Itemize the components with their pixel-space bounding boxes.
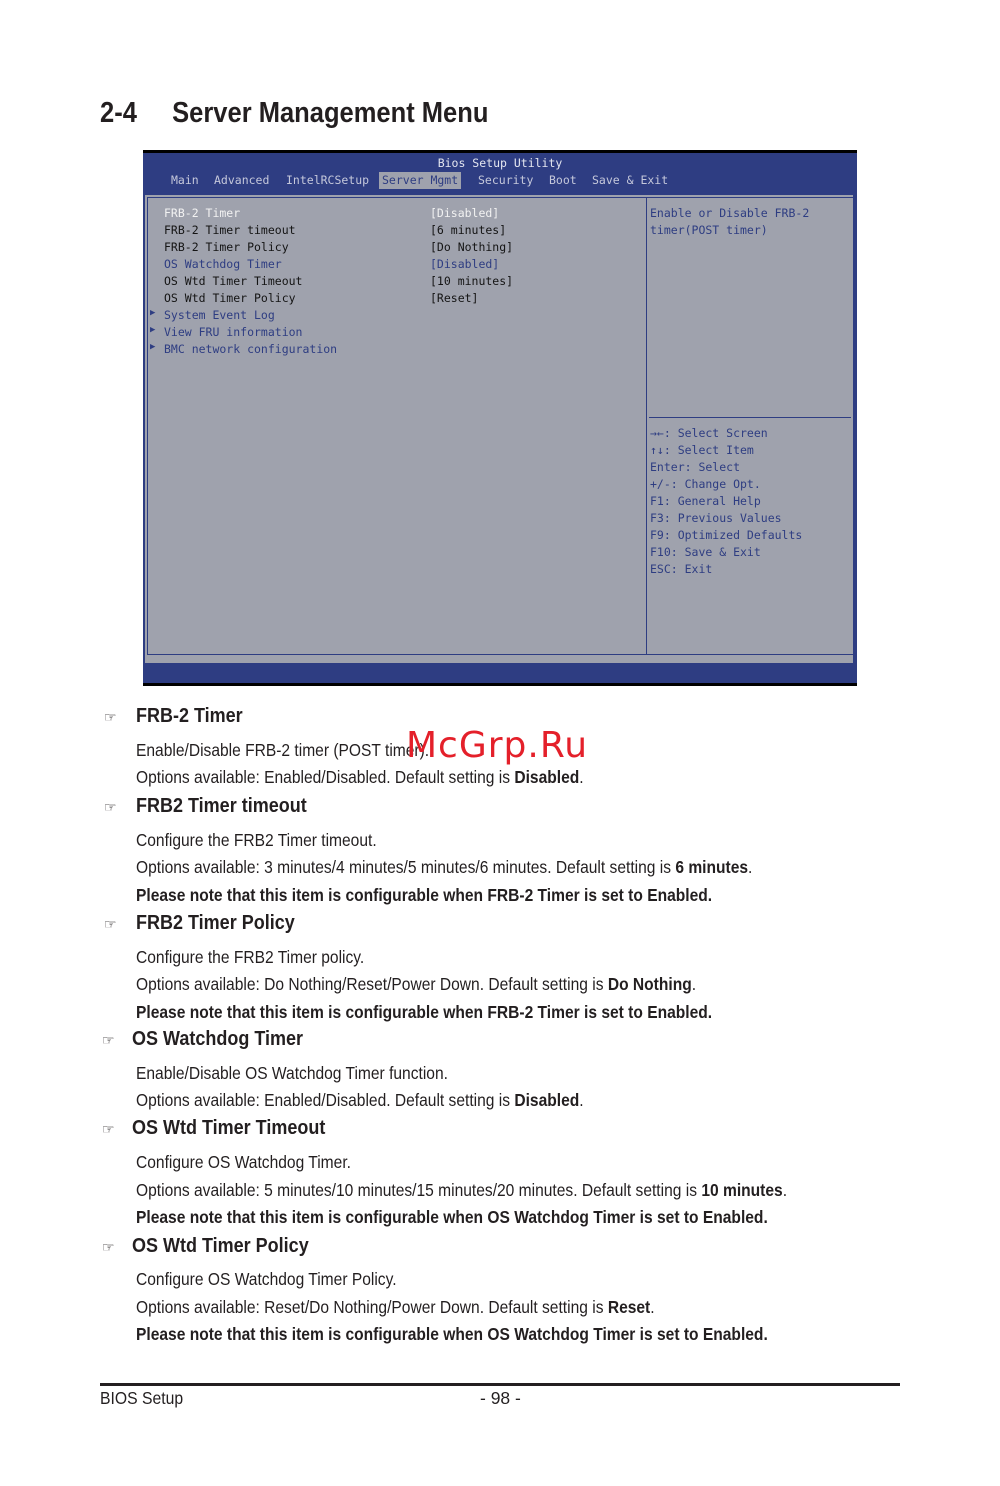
pointing-hand-icon: ☞ — [104, 709, 117, 725]
submenu-view-fru[interactable]: View FRU information — [164, 325, 303, 339]
section-note: Please note that this item is configurable when OS Watchdog Timer is set to Enabled. — [136, 1324, 768, 1344]
tab-advanced[interactable]: Advanced — [214, 173, 270, 187]
submenu-system-event-log[interactable]: System Event Log — [164, 308, 275, 322]
section-desc: Configure OS Watchdog Timer Policy. — [136, 1269, 397, 1289]
help-divider — [649, 417, 851, 418]
tab-intelrcsetup[interactable]: IntelRCSetup — [286, 173, 370, 187]
item-frb2-timeout-label[interactable]: FRB-2 Timer timeout — [164, 223, 296, 237]
section-options — [136, 857, 752, 878]
options-end: . — [579, 1090, 584, 1110]
key-select-item: ↑↓: Select Item — [650, 443, 754, 457]
item-os-watchdog-value[interactable]: [Disabled] — [430, 257, 500, 271]
item-os-wtd-policy-label[interactable]: OS Wtd Timer Policy — [164, 291, 296, 305]
default-value: 6 minutes — [675, 857, 749, 877]
bios-tab-bar — [143, 172, 857, 189]
bios-main-panel — [145, 195, 853, 663]
section-note: Please note that this item is configurable when FRB-2 Timer is set to Enabled. — [136, 885, 713, 905]
pointing-hand-icon: ☞ — [102, 1032, 115, 1048]
item-os-wtd-policy-value[interactable]: [Reset] — [430, 291, 479, 305]
section-options — [136, 1180, 787, 1201]
submenu-arrow-icon: ▶ — [150, 308, 156, 318]
item-frb2-policy-label[interactable]: FRB-2 Timer Policy — [164, 240, 289, 254]
section-title: OS Wtd Timer Timeout — [132, 1117, 326, 1139]
key-esc: ESC: Exit — [650, 562, 713, 576]
options-text: Options available: Do Nothing/Reset/Power Down. Default setting is — [136, 974, 608, 994]
options-end: . — [748, 857, 753, 877]
pointing-hand-icon: ☞ — [102, 1121, 115, 1137]
section-title: FRB2 Timer Policy — [136, 912, 295, 934]
item-frb2-timeout-value[interactable]: [6 minutes] — [430, 223, 507, 237]
footer-rule — [100, 1383, 900, 1386]
key-f3: F3: Previous Values — [650, 511, 782, 525]
bios-top-border — [143, 150, 857, 153]
bios-screenshot — [143, 150, 857, 686]
key-f9: F9: Optimized Defaults — [650, 528, 803, 542]
default-value: Reset — [607, 1297, 651, 1317]
key-f1: F1: General Help — [650, 494, 761, 508]
section-desc: Configure the FRB2 Timer timeout. — [136, 830, 377, 850]
key-change-opt: +/-: Change Opt. — [650, 477, 761, 491]
default-value: Disabled — [514, 767, 580, 787]
section-note: Please note that this item is configurable when OS Watchdog Timer is set to Enabled. — [136, 1207, 768, 1227]
section-desc: Enable/Disable FRB-2 timer (POST timer). — [136, 740, 430, 760]
submenu-arrow-icon: ▶ — [150, 342, 156, 352]
bios-title: Bios Setup Utility — [437, 156, 563, 170]
key-enter: Enter: Select — [650, 460, 741, 474]
default-value: Do Nothing — [607, 974, 692, 994]
section-title: FRB2 Timer timeout — [136, 795, 307, 817]
footer-section-name: BIOS Setup — [100, 1388, 184, 1408]
section-title: OS Watchdog Timer — [132, 1028, 304, 1050]
options-end: . — [782, 1180, 788, 1200]
item-frb2-policy-value[interactable]: [Do Nothing] — [430, 240, 514, 254]
tab-boot[interactable]: Boot — [549, 173, 577, 187]
section-options — [136, 1090, 584, 1111]
section-options — [136, 1297, 655, 1318]
pointing-hand-icon: ☞ — [102, 1239, 115, 1255]
options-text: Options available: 5 minutes/10 minutes/15 minutes/20 minutes. Default setting is — [136, 1180, 702, 1200]
item-os-wtd-timeout-label[interactable]: OS Wtd Timer Timeout — [164, 274, 303, 288]
section-desc: Configure the FRB2 Timer policy. — [136, 947, 365, 967]
options-end: . — [650, 1297, 655, 1317]
submenu-arrow-icon: ▶ — [150, 325, 156, 335]
page-number: - 98 - — [480, 1388, 521, 1408]
item-frb2-timer-label[interactable]: FRB-2 Timer — [164, 206, 241, 220]
section-note: Please note that this item is configurable when FRB-2 Timer is set to Enabled. — [136, 1002, 713, 1022]
options-text: Options available: Enabled/Disabled. Default setting is — [136, 1090, 515, 1110]
help-text-line-1: Enable or Disable FRB-2 — [650, 206, 810, 220]
options-end: . — [691, 974, 697, 994]
section-title: FRB-2 Timer — [136, 705, 243, 727]
item-os-wtd-timeout-value[interactable]: [10 minutes] — [430, 274, 514, 288]
tab-main[interactable]: Main — [171, 173, 199, 187]
help-text-line-2: timer(POST timer) — [650, 223, 768, 237]
item-frb2-timer-value[interactable]: [Disabled] — [430, 206, 500, 220]
tab-server-mgmt[interactable]: Server Mgmt — [379, 172, 461, 189]
tab-security[interactable]: Security — [478, 173, 534, 187]
bios-bottom-border — [143, 683, 857, 686]
options-text: Options available: 3 minutes/4 minutes/5 minutes/6 minutes. Default setting is — [136, 857, 676, 877]
default-value: 10 minutes — [701, 1180, 783, 1200]
watermark: McGrp.Ru — [406, 725, 589, 766]
section-options — [136, 767, 584, 788]
key-select-screen: →←: Select Screen — [650, 426, 768, 440]
key-f10: F10: Save & Exit — [650, 545, 761, 559]
pointing-hand-icon: ☞ — [104, 916, 117, 932]
section-desc: Configure OS Watchdog Timer. — [136, 1152, 351, 1172]
default-value: Disabled — [514, 1090, 580, 1110]
options-end: . — [579, 767, 584, 787]
item-os-watchdog-label[interactable]: OS Watchdog Timer — [164, 257, 282, 271]
page-heading — [100, 97, 488, 130]
section-desc: Enable/Disable OS Watchdog Timer function. — [136, 1063, 448, 1083]
heading-title: Server Management Menu — [172, 97, 489, 129]
submenu-bmc-network[interactable]: BMC network configuration — [164, 342, 338, 356]
options-text: Options available: Enabled/Disabled. Default setting is — [136, 767, 515, 787]
heading-number: 2-4 — [100, 97, 137, 129]
options-text: Options available: Reset/Do Nothing/Power Down. Default setting is — [136, 1297, 608, 1317]
tab-save-exit[interactable]: Save & Exit — [592, 173, 669, 187]
section-options — [136, 974, 696, 995]
section-title: OS Wtd Timer Policy — [132, 1235, 309, 1257]
pointing-hand-icon: ☞ — [104, 799, 117, 815]
